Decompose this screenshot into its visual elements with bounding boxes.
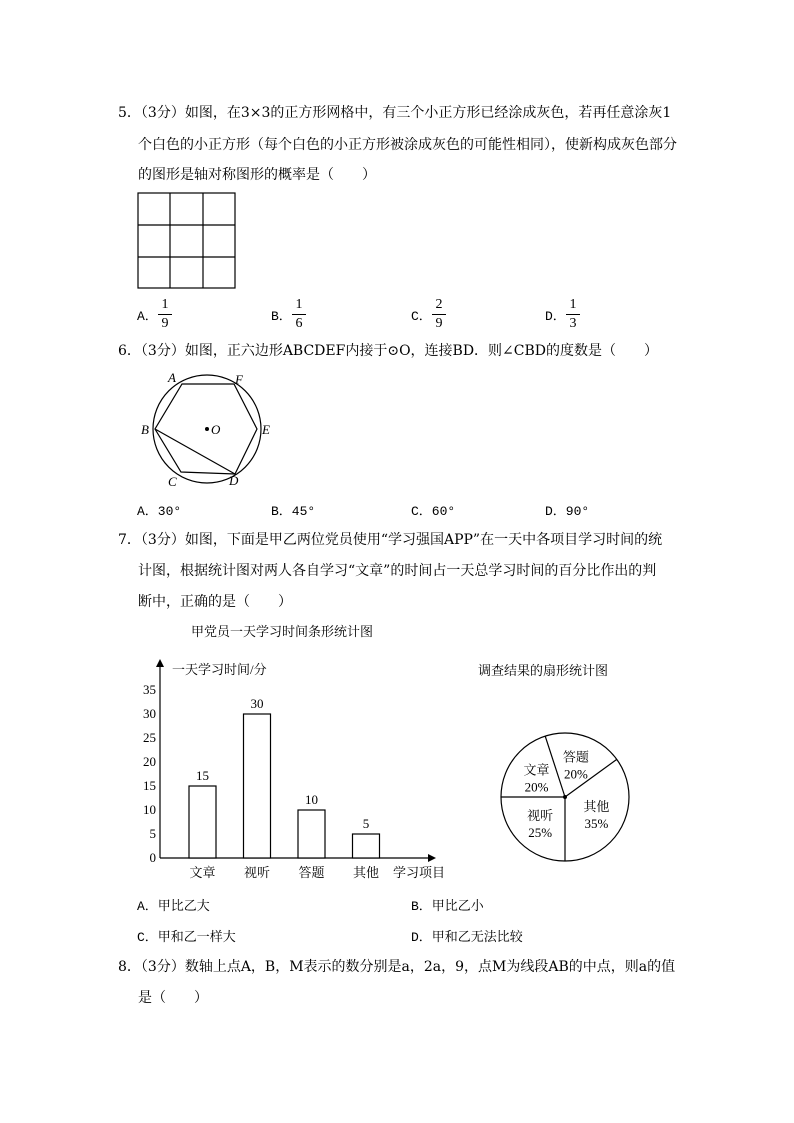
y-tick-label: 30 (143, 706, 156, 721)
q5-option-d-fraction (566, 297, 580, 332)
q8-line1: 8．（3分）数轴上点A，B，M表示的数分别是a，2a，9，点M为线段AB的中点，则a的值 (118, 959, 676, 975)
label-b: B (141, 422, 149, 437)
category-label: 视听 (243, 865, 271, 880)
pie-slice-label: 其他 (583, 798, 610, 814)
bar-chart-xlabel: 学习项目 (393, 865, 446, 880)
pie-chart (470, 650, 640, 865)
grid-figure (137, 192, 237, 290)
category-label: 答题 (298, 865, 325, 880)
y-tick-label: 0 (149, 850, 156, 865)
q7-line2: 计图，根据统计图对两人各自学习“文章”的时间占一天总学习时间的百分比作出的判 (138, 563, 657, 579)
label-e: E (262, 422, 270, 437)
q5-option-a-label: A． (137, 309, 158, 324)
pie-slice-label: 文章 (523, 762, 550, 778)
bar-chart (130, 615, 450, 885)
bar-value-label: 30 (250, 696, 264, 711)
q6-option-d[interactable]: D．90° (545, 504, 590, 519)
q5-option-a-den: 9 (161, 316, 169, 331)
hexagon-figure (135, 368, 285, 490)
bar (244, 714, 271, 858)
bar-value-label: 15 (196, 768, 209, 783)
q5-option-c-label: C． (411, 309, 432, 324)
q5-option-b-num: 1 (295, 297, 303, 312)
q5-option-d-den: 3 (569, 316, 577, 331)
y-tick-label: 20 (143, 754, 156, 769)
pie-slice-value: 20% (563, 766, 588, 782)
y-tick-label: 15 (143, 778, 156, 793)
pie-slice-value: 25% (528, 824, 553, 840)
pie-chart-marks (501, 733, 629, 861)
bar (353, 834, 380, 858)
q5-option-b-label: B． (271, 309, 292, 324)
bar (298, 810, 325, 858)
q5-option-b-fraction (292, 297, 306, 332)
q7-option-b[interactable]: B．甲比乙小 (411, 899, 484, 914)
pie-center (563, 795, 567, 799)
q6-line1: 6．（3分）如图，正六边形ABCDEF内接于⊙O，连接BD．则∠CBD的度数是（ ） (118, 343, 659, 359)
pie-slice-label: 视听 (527, 807, 554, 823)
q5-option-d-label: D． (545, 309, 566, 324)
pie-slice-value: 35% (584, 815, 609, 831)
q7-line1: 7．（3分）如图，下面是甲乙两位党员使用“学习强国APP”在一天中各项目学习时间的统 (118, 532, 663, 548)
q5-option-a-fraction (158, 297, 172, 332)
bar-value-label: 10 (305, 792, 318, 807)
category-label: 文章 (189, 865, 216, 880)
q5-option-c-num: 2 (435, 297, 443, 312)
q7-line3: 断中，正确的是（ ） (138, 594, 292, 610)
q5-option-c-den: 9 (435, 316, 443, 331)
x-axis-arrow (428, 854, 436, 862)
q5-option-b-den: 6 (295, 316, 303, 331)
q8-line2: 是（ ） (138, 990, 208, 1006)
label-a: A (168, 370, 176, 385)
pie-chart-title: 调查结果的扇形统计图 (478, 663, 609, 678)
q5-line3: 的图形是轴对称图形的概率是（ ） (138, 167, 376, 183)
y-tick-label: 5 (149, 826, 156, 841)
bar-chart-axes (143, 659, 436, 865)
bar-chart-marks (189, 696, 380, 880)
category-label: 其他 (352, 865, 380, 880)
bar-value-label: 5 (362, 816, 370, 831)
label-d: D (229, 473, 239, 488)
bar-chart-title: 甲党员一天学习时间条形统计图 (191, 624, 374, 639)
q7-option-d[interactable]: D．甲和乙无法比较 (411, 930, 523, 945)
bar (189, 786, 216, 858)
q5-option-a-num: 1 (161, 297, 169, 312)
q5-line1: 5．（3分）如图，在3×3的正方形网格中，有三个小正方形已经涂成灰色，若再任意涂灰1 (118, 105, 672, 121)
y-tick-label: 10 (143, 802, 156, 817)
label-c: C (168, 474, 177, 489)
q6-option-c[interactable]: C．60° (411, 504, 456, 519)
q6-option-a[interactable]: A．30° (137, 504, 182, 519)
label-o: O (211, 422, 221, 437)
y-tick-label: 25 (143, 730, 156, 745)
q6-option-b[interactable]: B．45° (271, 504, 316, 519)
bar-chart-ylabel: 一天学习时间/分 (172, 662, 267, 677)
q5-option-c-fraction (432, 297, 446, 332)
pie-slice-label: 答题 (562, 749, 589, 765)
q5-option-d-num: 1 (569, 297, 577, 312)
label-f: F (235, 372, 243, 387)
q7-option-c[interactable]: C．甲和乙一样大 (137, 930, 236, 945)
q5-line2: 个白色的小正方形（每个白色的小正方形被涂成灰色的可能性相同），使新构成灰色部分 (138, 137, 677, 153)
y-axis-arrow (156, 659, 164, 667)
q7-option-a[interactable]: A．甲比乙大 (137, 899, 210, 914)
pie-slice-value: 20% (524, 779, 549, 795)
y-tick-label: 35 (143, 682, 156, 697)
